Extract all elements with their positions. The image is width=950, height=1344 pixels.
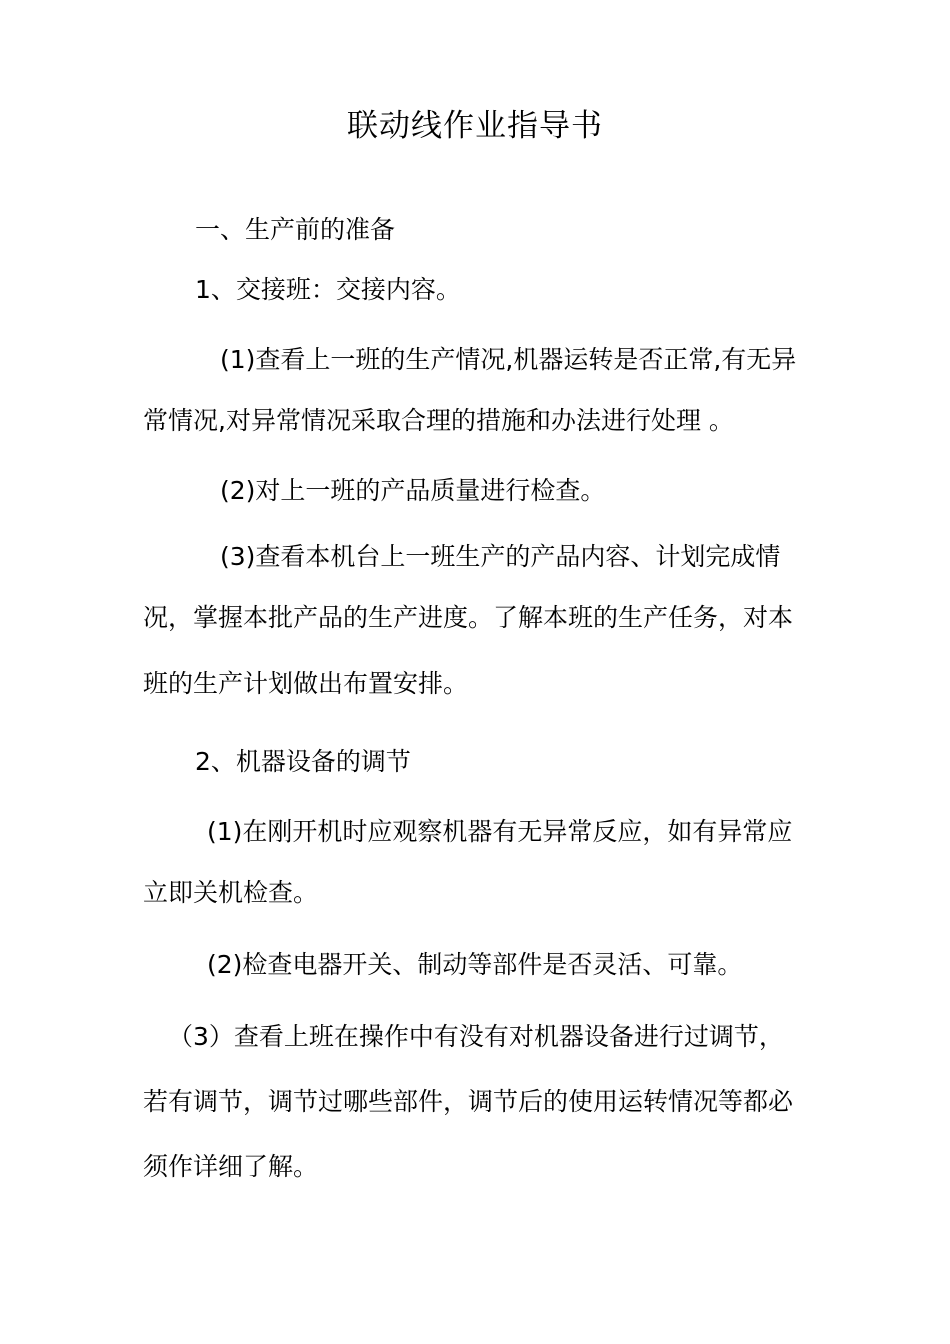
paragraph-line: (3)查看本机台上一班生产的产品内容、计划完成情 <box>220 542 781 571</box>
subsection-heading-equipment: 2、机器设备的调节 <box>195 747 411 776</box>
paragraph-line: (2)检查电器开关、制动等部件是否灵活、可靠。 <box>207 950 743 979</box>
paragraph-line: 若有调节，调节过哪些部件，调节后的使用运转情况等都必 <box>143 1087 794 1116</box>
paragraph-line: (1)查看上一班的生产情况,机器运转是否正常,有无异 <box>220 345 797 374</box>
section-heading-preparation: 一、生产前的准备 <box>195 215 396 244</box>
paragraph-line: （3）查看上班在操作中有没有对机器设备进行过调节， <box>168 1022 784 1051</box>
paragraph-line: (2)对上一班的产品质量进行检查。 <box>220 476 606 505</box>
paragraph-line: (1)在刚开机时应观察机器有无异常反应，如有异常应 <box>207 817 793 846</box>
paragraph-line: 常情况,对异常情况采取合理的措施和办法进行处理 。 <box>143 406 734 435</box>
paragraph-line: 须作详细了解。 <box>143 1152 319 1181</box>
paragraph-line: 况，掌握本批产品的生产进度。了解本班的生产任务，对本 <box>143 603 794 632</box>
subsection-heading-handover: 1、交接班：交接内容。 <box>195 275 461 304</box>
paragraph-line: 立即关机检查。 <box>143 878 319 907</box>
paragraph-line: 班的生产计划做出布置安排。 <box>143 669 469 698</box>
document-title: 联动线作业指导书 <box>347 108 603 144</box>
